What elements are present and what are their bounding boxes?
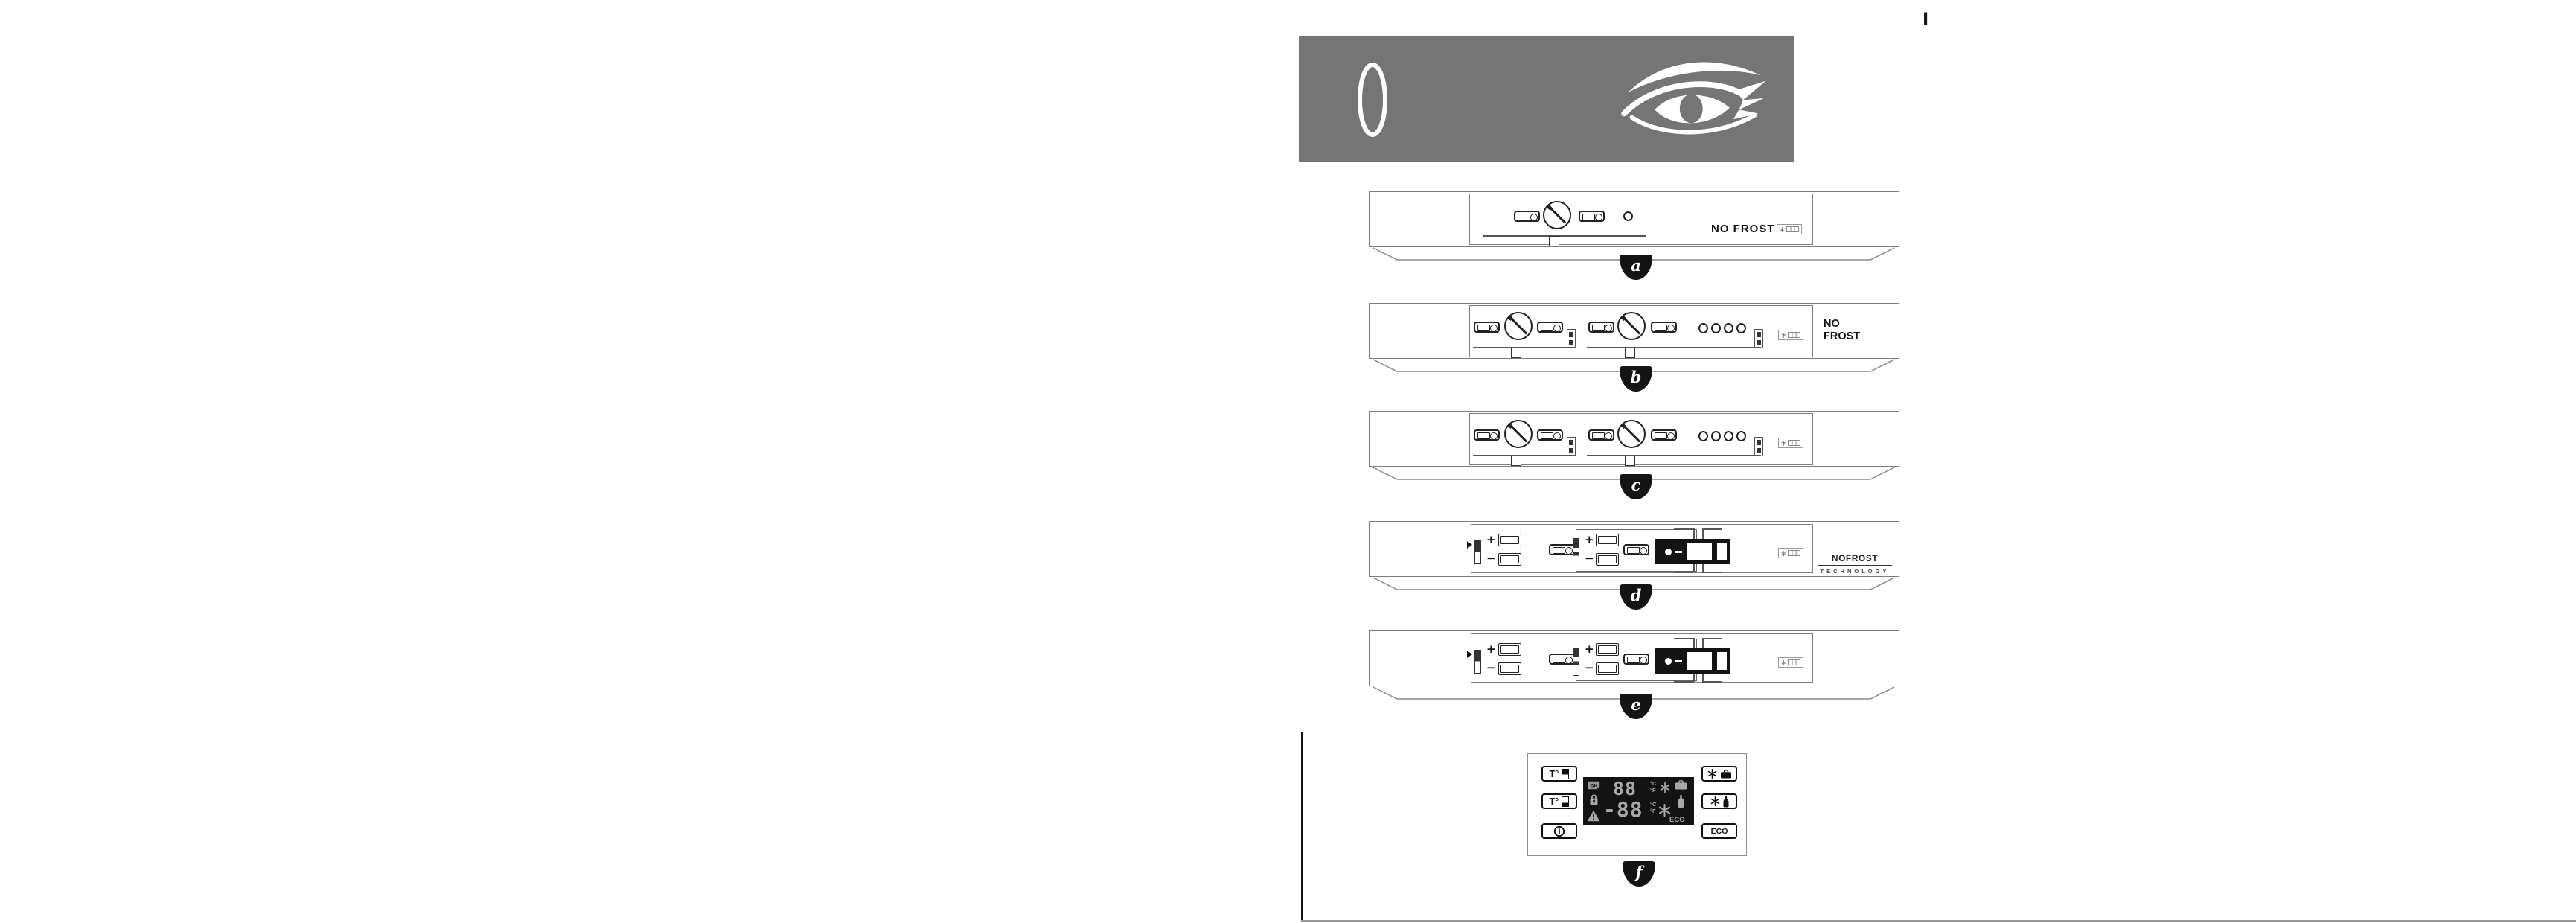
indicator-led-icon xyxy=(1623,544,1649,555)
switch-icon xyxy=(1567,329,1576,348)
eco-button xyxy=(1701,823,1737,839)
marker-b: b xyxy=(1620,366,1652,392)
numeral-zero xyxy=(1357,61,1388,138)
snowflake-icon xyxy=(1710,796,1720,806)
control-panel-d xyxy=(1369,521,1899,577)
indicator-led-icon xyxy=(1579,211,1605,222)
level-indicator-icon xyxy=(1573,538,1579,566)
freezer-compartment-icon xyxy=(1562,769,1569,779)
panel-e-controls-area xyxy=(1471,633,1813,683)
indicator-led-icon xyxy=(1537,322,1563,333)
lock-icon xyxy=(1589,793,1599,805)
indicator-led-icon xyxy=(1549,544,1575,555)
minus-label: − xyxy=(1585,552,1594,565)
fridge-temp-label: T° xyxy=(1549,796,1559,807)
display-digit-cell xyxy=(1687,543,1712,560)
control-panel-a xyxy=(1369,191,1899,247)
minus-label: − xyxy=(1486,552,1496,565)
callout-mark xyxy=(1702,572,1722,573)
segment-display xyxy=(1655,539,1730,564)
display-digit-cell xyxy=(1717,652,1727,670)
bottle-icon xyxy=(1678,794,1684,808)
star-cells-icon xyxy=(1788,332,1800,338)
minus-button-icon xyxy=(1498,662,1521,675)
freezer-temp-value: 88 xyxy=(1613,778,1637,799)
bottom-page-rule xyxy=(1301,920,2576,922)
eco-indicator: ECO xyxy=(1669,816,1685,824)
thermostat-knob-icon xyxy=(1543,201,1571,229)
thermostat-knob-icon xyxy=(1617,312,1646,340)
marker-f: f xyxy=(1623,861,1655,887)
header-banner xyxy=(1299,36,1794,162)
bottle-icon xyxy=(1723,796,1729,808)
button-dot-icon xyxy=(1698,323,1708,333)
display-dot xyxy=(1665,549,1672,555)
eco-button-label: ECO xyxy=(1710,826,1728,836)
segment-display xyxy=(1655,648,1730,674)
callout-mark xyxy=(1702,638,1722,639)
fridge-temp-button xyxy=(1541,793,1577,809)
suitcase-icon xyxy=(1675,780,1687,790)
button-dot-icon xyxy=(1724,431,1733,441)
callout-mark xyxy=(1702,528,1722,530)
slider-track xyxy=(1473,347,1576,348)
panel-a-controls-area xyxy=(1469,194,1813,245)
plus-button-icon xyxy=(1498,643,1521,656)
callout-mark xyxy=(1674,528,1693,530)
fridge-compartment-icon xyxy=(1562,796,1569,807)
indicator-led-icon xyxy=(1549,654,1575,665)
panel-c-controls-area xyxy=(1469,413,1813,465)
pointer-arrow-icon xyxy=(1467,651,1472,658)
page-corner-mark: I xyxy=(1923,10,1929,29)
star-cells-icon xyxy=(1788,659,1800,665)
indicator-led-icon xyxy=(1588,429,1614,441)
plus-label: + xyxy=(1585,642,1594,656)
callout-mark xyxy=(1693,564,1695,572)
button-dot-icon xyxy=(1724,323,1733,333)
slider-track xyxy=(1587,455,1761,456)
switch-icon xyxy=(1754,329,1763,348)
power-icon xyxy=(1553,825,1565,837)
thermostat-knob-icon xyxy=(1504,312,1533,340)
snowflake-icon xyxy=(1707,769,1717,779)
warning-icon xyxy=(1587,810,1600,822)
minus-button-icon xyxy=(1596,553,1619,566)
unit-celsius: °C xyxy=(1650,780,1657,787)
suitcase-icon xyxy=(1720,770,1732,779)
marker-c: c xyxy=(1620,474,1652,499)
svg-text:OK: OK xyxy=(1590,783,1598,789)
indicator-led-icon xyxy=(1474,429,1500,441)
eye-icon xyxy=(1620,54,1774,150)
nofrost-brand xyxy=(1816,552,1893,575)
snowflake-icon xyxy=(1780,227,1785,232)
display-minus xyxy=(1675,660,1682,662)
slider-handle-icon xyxy=(1625,348,1635,358)
plus-button-icon xyxy=(1498,534,1521,546)
slider-handle-icon xyxy=(1625,456,1635,466)
callout-mark xyxy=(1702,638,1704,648)
control-panel-f xyxy=(1527,753,1747,856)
slider-track xyxy=(1587,347,1761,348)
minus-button-icon xyxy=(1498,553,1521,566)
freezer-rating-badge xyxy=(1778,330,1803,340)
slider-handle-icon xyxy=(1511,348,1521,358)
display-digit-cell xyxy=(1687,652,1712,670)
plus-button-icon xyxy=(1596,534,1619,546)
minus-button-icon xyxy=(1596,662,1619,675)
electronic-display xyxy=(1583,777,1694,825)
unit-fahrenheit: °F xyxy=(1650,787,1656,793)
no-frost-label: NO FROST xyxy=(1824,318,1861,342)
snowflake-icon xyxy=(1781,333,1786,338)
indicator-led-icon xyxy=(1588,322,1614,333)
display-digit-cell xyxy=(1717,543,1727,560)
freezer-rating-badge xyxy=(1777,224,1802,234)
snowflake-icon xyxy=(1781,441,1786,446)
left-column-rule xyxy=(1301,732,1303,921)
level-indicator-icon xyxy=(1573,648,1579,676)
button-dot-icon xyxy=(1736,431,1746,441)
marker-a: a xyxy=(1620,255,1652,280)
power-button xyxy=(1541,823,1577,839)
star-cells-icon xyxy=(1786,226,1799,232)
slider-track xyxy=(1483,235,1646,237)
marker-d: d xyxy=(1620,584,1652,610)
button-dot-icon xyxy=(1736,323,1746,333)
callout-mark xyxy=(1702,681,1722,683)
freezer-temp-label: T° xyxy=(1549,768,1559,779)
fast-cool-button xyxy=(1701,793,1737,809)
button-dot-icon xyxy=(1711,431,1721,441)
lamp-indicator-icon xyxy=(1623,211,1633,221)
star-cells-icon xyxy=(1788,440,1800,446)
no-frost-label: NO FROST xyxy=(1711,223,1775,235)
indicator-led-icon xyxy=(1651,429,1677,441)
nofrost-brand-title: NoFrost xyxy=(1831,551,1879,564)
freezer-rating-badge xyxy=(1778,438,1803,448)
marker-e: e xyxy=(1620,694,1652,719)
control-panel-e xyxy=(1369,630,1899,686)
fridge-temp-value: -88 xyxy=(1603,797,1643,822)
panel-b-controls-area xyxy=(1469,305,1813,357)
thermostat-knob-icon xyxy=(1617,420,1646,448)
holiday-mode-button xyxy=(1701,766,1737,782)
switch-icon xyxy=(1567,437,1576,456)
pointer-arrow-icon xyxy=(1467,541,1472,549)
snowflake-icon xyxy=(1781,660,1786,665)
callout-mark xyxy=(1693,638,1695,648)
callout-mark xyxy=(1702,528,1704,539)
display-minus xyxy=(1675,551,1682,553)
freezer-rating-badge xyxy=(1778,548,1803,558)
freezer-temp-button xyxy=(1541,766,1577,782)
nofrost-brand-subtitle: TECHNOLOGY xyxy=(1820,567,1890,575)
indicator-led-icon xyxy=(1623,654,1649,665)
callout-mark xyxy=(1693,674,1695,682)
control-panel-c xyxy=(1369,411,1899,467)
indicator-led-icon xyxy=(1537,429,1563,441)
plus-button-icon xyxy=(1596,643,1619,656)
callout-mark xyxy=(1674,681,1693,683)
thermostat-knob-icon xyxy=(1504,420,1533,448)
indicator-led-icon xyxy=(1474,322,1500,333)
indicator-led-icon xyxy=(1514,211,1540,222)
minus-label: − xyxy=(1486,661,1496,674)
nofrost-brand-rule xyxy=(1818,565,1892,566)
callout-mark xyxy=(1693,528,1695,539)
callout-mark xyxy=(1674,638,1693,639)
plus-label: + xyxy=(1486,533,1496,546)
panel-d-controls-area xyxy=(1471,524,1813,573)
star-cells-icon xyxy=(1788,550,1800,556)
plus-label: + xyxy=(1486,642,1496,656)
slider-handle-icon xyxy=(1511,456,1521,466)
indicator-led-icon xyxy=(1651,322,1677,333)
snowflake-icon xyxy=(1781,551,1786,556)
slider-track xyxy=(1473,455,1576,456)
button-dot-icon xyxy=(1698,431,1708,441)
freezer-rating-badge xyxy=(1778,657,1803,668)
slider-handle-icon xyxy=(1549,236,1559,246)
level-indicator-icon xyxy=(1474,650,1481,674)
control-panel-b xyxy=(1369,303,1899,359)
level-indicator-icon xyxy=(1474,540,1481,564)
minus-label: − xyxy=(1585,661,1594,674)
display-dot xyxy=(1665,658,1672,665)
ok-indicator xyxy=(1588,781,1600,790)
button-dot-icon xyxy=(1711,323,1721,333)
switch-icon xyxy=(1754,437,1763,456)
plus-label: + xyxy=(1585,533,1594,546)
snowflake-icon xyxy=(1660,782,1670,793)
unit-fahrenheit: °F xyxy=(1650,808,1656,814)
unit-celsius: °C xyxy=(1650,801,1657,808)
snowflake-icon xyxy=(1658,804,1671,817)
callout-mark xyxy=(1674,572,1693,573)
